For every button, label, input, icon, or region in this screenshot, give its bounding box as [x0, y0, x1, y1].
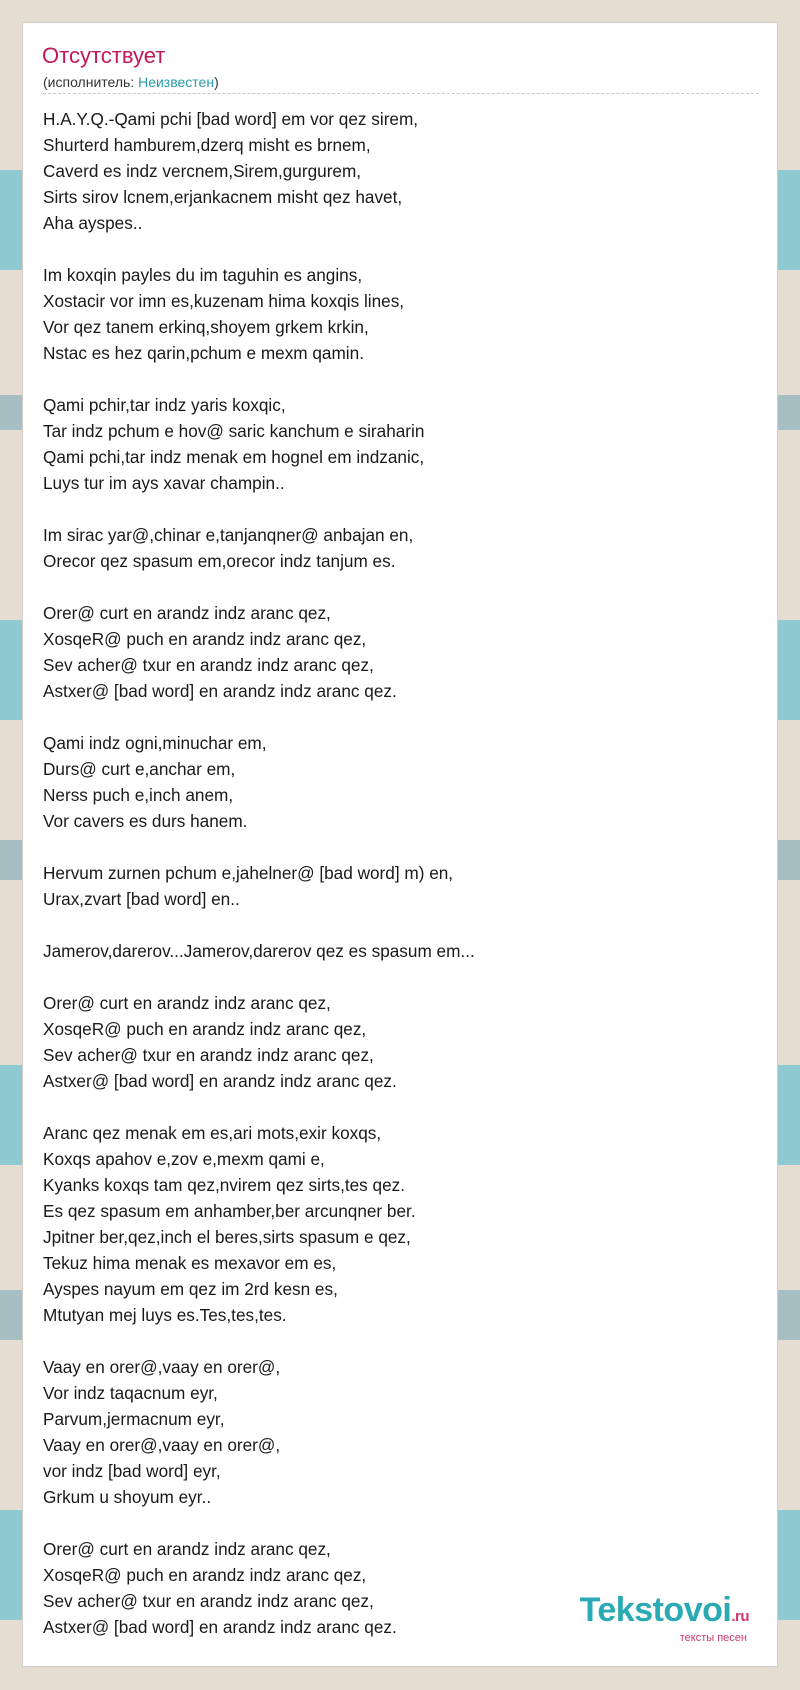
lyric-line: XosqeR@ puch en arandz indz aranc qez,	[43, 1565, 367, 1585]
lyric-line: Vor indz taqacnum eyr,	[43, 1383, 218, 1403]
stanza	[43, 938, 758, 964]
lyric-line: Vaay en orer@,vaay en orer@,	[43, 1435, 281, 1455]
lyric-line: Nstac es hez qarin,pchum e mexm qamin.	[43, 343, 364, 363]
lyric-line: Koxqs apahov e,zov e,mexm qami e,	[43, 1149, 325, 1169]
logo-tld: .ru	[731, 1608, 749, 1625]
artist-link[interactable]: Неизвестен	[138, 74, 215, 90]
lyric-line: Orecor qez spasum em,orecor indz tanjum es.	[43, 551, 396, 571]
lyric-line: Grkum u shoyum eyr..	[43, 1487, 212, 1507]
artist-prefix: (исполнитель:	[43, 74, 139, 90]
stanza	[43, 262, 758, 366]
lyric-line: Orer@ curt en arandz indz aranc qez,	[43, 1539, 331, 1559]
lyric-line: Es qez spasum em anhamber,ber arcunqner ber.	[43, 1201, 416, 1221]
lyric-line: Im koxqin payles du im taguhin es angins,	[43, 265, 363, 285]
lyrics-card	[22, 22, 778, 1667]
artist-line	[43, 74, 219, 90]
artist-suffix: )	[214, 74, 219, 90]
lyric-line: Luys tur im ays xavar champin..	[43, 473, 285, 493]
lyric-line: Astxer@ [bad word] en arandz indz aranc qez.	[43, 1071, 397, 1091]
song-title: Отсутствует	[42, 43, 166, 68]
lyric-line: Tekuz hima menak es mexavor em es,	[43, 1253, 337, 1273]
lyric-line: Durs@ curt e,anchar em,	[43, 759, 236, 779]
lyric-line: Mtutyan mej luys es.Tes,tes,tes.	[43, 1305, 287, 1325]
lyric-line: Sirts sirov lcnem,erjankacnem misht qez havet,	[43, 187, 403, 207]
stanza	[43, 392, 758, 496]
lyric-line: Aranc qez menak em es,ari mots,exir koxqs,	[43, 1123, 382, 1143]
lyric-line: Tar indz pchum e hov@ saric kanchum e siraharin	[43, 421, 425, 441]
lyric-line: Jpitner ber,qez,inch el beres,sirts spasum e qez,	[43, 1227, 411, 1247]
stanza	[43, 1120, 758, 1328]
lyric-line: Nerss puch e,inch anem,	[43, 785, 234, 805]
lyric-line: Astxer@ [bad word] en arandz indz aranc qez.	[43, 681, 397, 701]
lyric-line: Urax,zvart [bad word] en..	[43, 889, 240, 909]
lyric-line: Im sirac yar@,chinar e,tanjanqner@ anbajan en,	[43, 525, 414, 545]
stanza	[43, 860, 758, 912]
lyric-line: Aha ayspes..	[43, 213, 143, 233]
divider	[43, 93, 759, 94]
lyric-line: Sev acher@ txur en arandz indz aranc qez,	[43, 655, 374, 675]
lyric-line: vor indz [bad word] eyr,	[43, 1461, 221, 1481]
lyrics-text	[43, 106, 758, 1666]
lyric-line: H.A.Y.Q.-Qami pchi [bad word] em vor qez sirem,	[43, 109, 419, 129]
lyric-line: Sev acher@ txur en arandz indz aranc qez,	[43, 1591, 374, 1611]
lyric-line: Orer@ curt en arandz indz aranc qez,	[43, 603, 331, 623]
lyric-line: Shurterd hamburem,dzerq misht es brnem,	[43, 135, 371, 155]
lyric-line: Vor qez tanem erkinq,shoyem grkem krkin,	[43, 317, 369, 337]
stanza	[43, 990, 758, 1094]
lyric-line: Qami pchi,tar indz menak em hognel em indzanic,	[43, 447, 425, 467]
stanza	[43, 1354, 758, 1510]
logo-tagline: тексты песен	[679, 1632, 747, 1644]
lyric-line: XosqeR@ puch en arandz indz aranc qez,	[43, 629, 367, 649]
lyric-line: Astxer@ [bad word] en arandz indz aranc qez.	[43, 1617, 397, 1637]
lyric-line: Kyanks koxqs tam qez,nvirem qez sirts,tes qez.	[43, 1175, 406, 1195]
lyric-line: XosqeR@ puch en arandz indz aranc qez,	[43, 1019, 367, 1039]
lyric-line: Orer@ curt en arandz indz aranc qez,	[43, 993, 331, 1013]
lyric-line: Qami pchir,tar indz yaris koxqic,	[43, 395, 286, 415]
stanza	[43, 522, 758, 574]
lyric-line: Sev acher@ txur en arandz indz aranc qez,	[43, 1045, 374, 1065]
stanza	[43, 600, 758, 704]
lyric-line: Jamerov,darerov...Jamerov,darerov qez es spasum em...	[43, 941, 475, 961]
lyric-line: Xostacir vor imn es,kuzenam hima koxqis lines,	[43, 291, 405, 311]
lyric-line: Parvum,jermacnum eyr,	[43, 1409, 225, 1429]
stanza	[43, 730, 758, 834]
lyric-line: Vor cavers es durs hanem.	[43, 811, 248, 831]
lyric-line: Qami indz ogni,minuchar em,	[43, 733, 267, 753]
site-logo[interactable]	[580, 1593, 749, 1644]
lyric-line: Vaay en orer@,vaay en orer@,	[43, 1357, 281, 1377]
stanza	[43, 106, 758, 236]
lyric-line: Ayspes nayum em qez im 2rd kesn es,	[43, 1279, 338, 1299]
lyric-line: Hervum zurnen pchum e,jahelner@ [bad word] m) en,	[43, 863, 454, 883]
lyric-line: Caverd es indz vercnem,Sirem,gurgurem,	[43, 161, 362, 181]
logo-name: Tekstovoi	[579, 1591, 732, 1629]
